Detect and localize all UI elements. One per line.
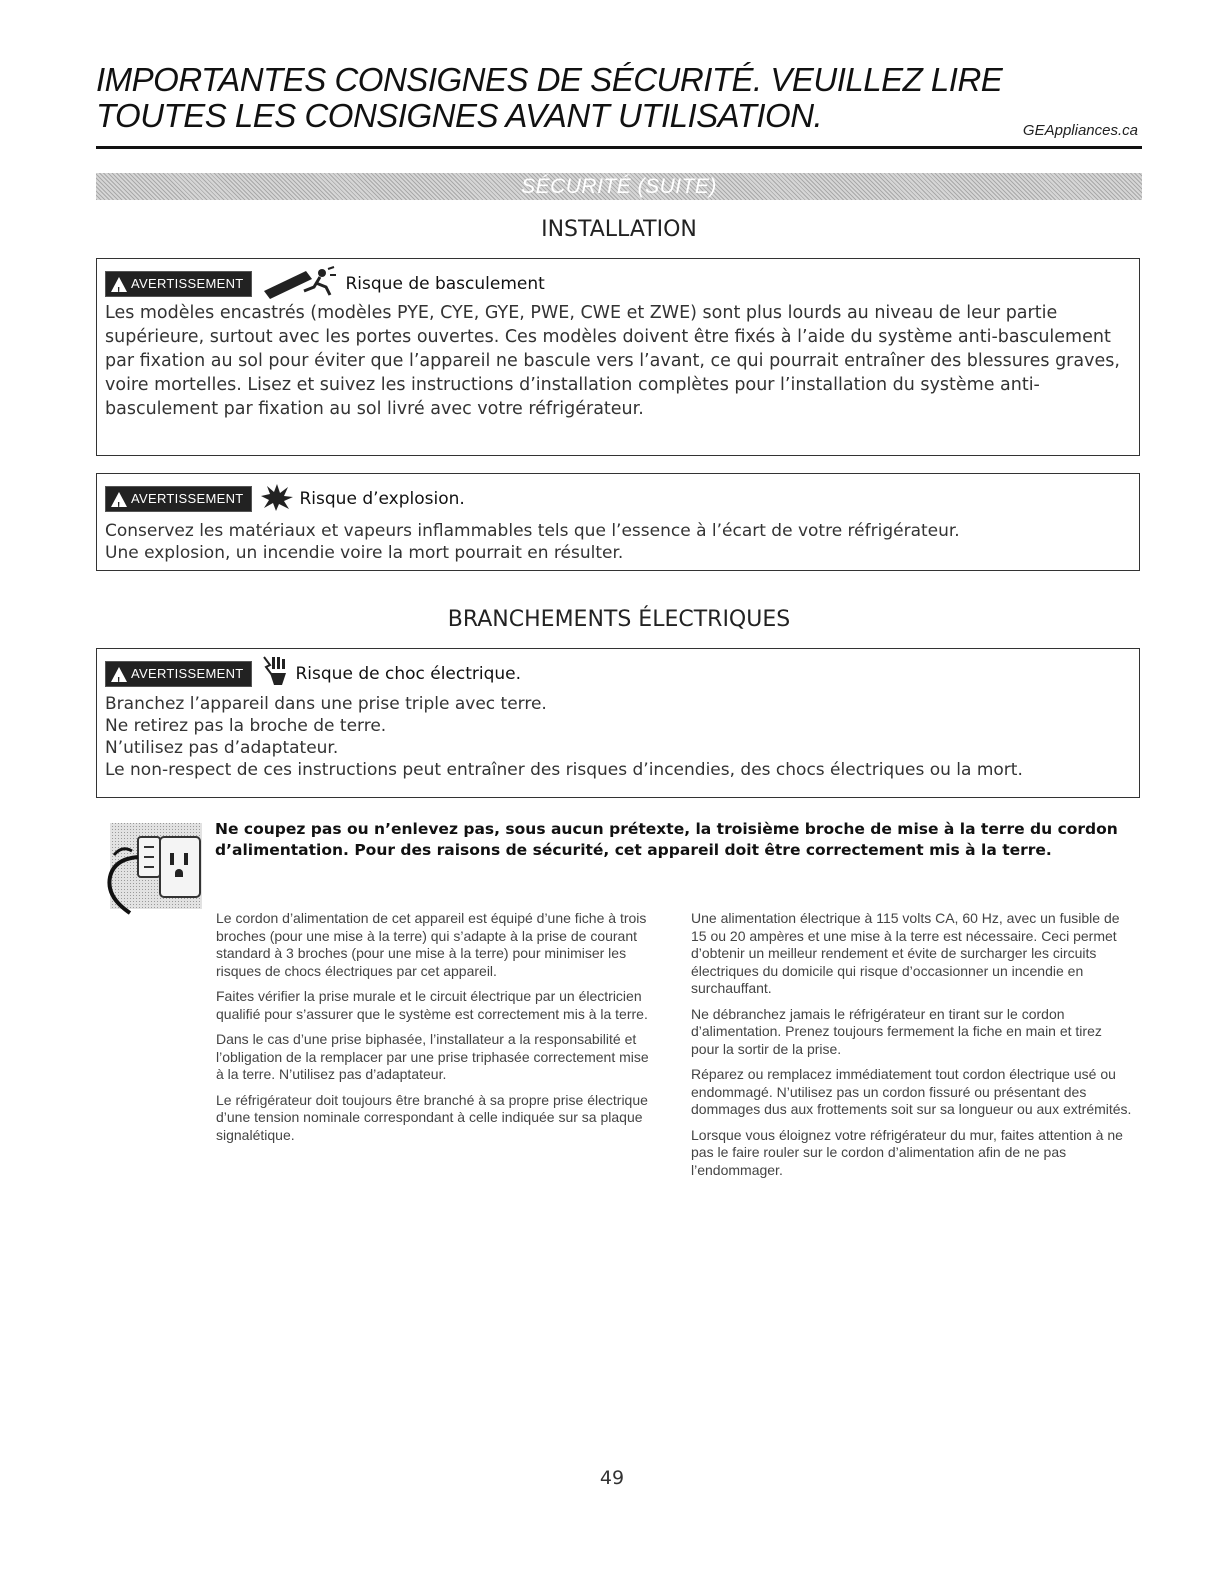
page-number: 49 [599, 1467, 625, 1489]
explosion-warning [96, 473, 1140, 571]
explosion-icon [260, 482, 294, 516]
warning-line: Conservez les matériaux et vapeurs inflammables tels que l’essence à l’écart de votre réfrigérateur. [105, 521, 960, 541]
tip-over-warning [96, 258, 1140, 456]
warning-line: Branchez l’appareil dans une prise triple avec terre. [105, 694, 547, 714]
warning-badge-label: AVERTISSEMENT [131, 276, 244, 291]
warning-line: N’utilisez pas d’adaptateur. [105, 738, 339, 758]
warning-line: Le non-respect de ces instructions peut entraîner des risques d’incendies, des chocs électriques ou la mort. [105, 760, 1023, 780]
warning-title: Risque d’explosion. [299, 489, 465, 509]
warning-badge-label: AVERTISSEMENT [131, 491, 244, 506]
paragraph: Dans le cas d’une prise biphasée, l’installateur a la responsabilité et l’obligation de la remplacer par une prise triphasée correctement mise à la terre. N’utilisez pas d’adaptateur. [216, 1031, 649, 1082]
warning-title: Risque de basculement [345, 274, 545, 294]
electrical-heading: BRANCHEMENTS ÉLECTRIQUES [447, 607, 791, 632]
warning-triangle-icon [111, 277, 127, 292]
electric-shock-warning [96, 648, 1140, 798]
warning-badge-label: AVERTISSEMENT [131, 666, 244, 681]
warning-body: Les modèles encastrés (modèles PYE, CYE, GYE, PWE, CWE et ZWE) sont plus lourds au niveau de leur partie supérieure, surtout avec les portes ouvertes. Ces modèles doivent être fixés à l’aide du système anti-basculement par fixation au sol pour éviter que l’appareil ne bascule vers l’avant, ce qui pourrait entraîner des blessures graves, voire mortelles. Lisez et suivez les instructions d’installation complètes pour l’installation du système anti-basculement par fixation au sol livré avec votre réfrigérateur. [105, 303, 1120, 419]
warning-line: Ne retirez pas la broche de terre. [105, 716, 387, 736]
warning-badge [105, 271, 252, 297]
warning-triangle-icon [111, 492, 127, 507]
page-title-line-1: IMPORTANTES CONSIGNES DE SÉCURITÉ. VEUILLEZ LIRE [96, 61, 1003, 98]
warning-triangle-icon [111, 667, 127, 682]
grounded-plug-illustration [100, 817, 206, 921]
paragraph: Ne débranchez jamais le réfrigérateur en tirant sur le cordon d’alimentation. Prenez toujours fermement la fiche en main et tirez pour la sortir de la prise. [691, 1005, 1102, 1057]
grounding-notice: Ne coupez pas ou n’enlevez pas, sous aucun prétexte, la troisième broche de mise à la terre du cordon d’alimentation. Pour des raisons de sécurité, cet appareil doit être correctement mis à la terre. [215, 820, 1118, 859]
warning-badge [105, 486, 252, 512]
tip-over-icon [260, 265, 340, 303]
site-url: GEAppliances.ca [1022, 122, 1138, 139]
electric-shock-icon [260, 655, 290, 693]
paragraph: Lorsque vous éloignez votre réfrigérateur du mur, faites attention à ne pas le faire rouler sur le cordon d’alimentation afin de ne pas l’endommager. [691, 1126, 1123, 1178]
header-divider [96, 146, 1142, 149]
paragraph: Réparez ou remplacez immédiatement tout cordon électrique usé ou endommagé. N’utilisez pas un cordon fissuré ou présentant des dommages dus aux frottements soit sur sa longueur ou aux extrémités. [691, 1066, 1132, 1117]
right-column [691, 910, 1133, 1187]
paragraph: Le cordon d’alimentation de cet appareil est équipé d’une fiche à trois broches (pour une mise à la terre) qui s’adapte à la prise de courant standard à 3 broches (pour une mise à la terre) pour minimiser les risques de chocs électriques par cet appareil. [216, 910, 647, 979]
page-title [96, 62, 1146, 134]
installation-heading: INSTALLATION [541, 217, 697, 242]
section-banner-label: SÉCURITÉ (SUITE) [521, 175, 717, 198]
paragraph: Le réfrigérateur doit toujours être branché à sa propre prise électrique d’une tension nominale correspondant à celle indiquée sur sa plaque signalétique. [216, 1091, 648, 1143]
warning-title: Risque de choc électrique. [295, 664, 522, 684]
paragraph: Une alimentation électrique à 115 volts CA, 60 Hz, avec un fusible de 15 ou 20 ampères et une mise à la terre est nécessaire. Ceci permet d’obtenir un meilleur rendement et évite de surcharger les circuits électriques du domicile qui risque d’occasionner un incendie en surchauffant. [691, 910, 1120, 996]
paragraph: Faites vérifier la prise murale et le circuit électrique par un électricien qualifié pour s’assurer que le système est correctement mis à la terre. [216, 988, 648, 1022]
page-title-line-2: TOUTES LES CONSIGNES AVANT UTILISATION. [96, 97, 823, 134]
warning-line: Une explosion, un incendie voire la mort pourrait en résulter. [105, 543, 624, 563]
left-column [216, 910, 658, 1152]
section-banner [96, 173, 1142, 200]
warning-badge [105, 661, 252, 687]
